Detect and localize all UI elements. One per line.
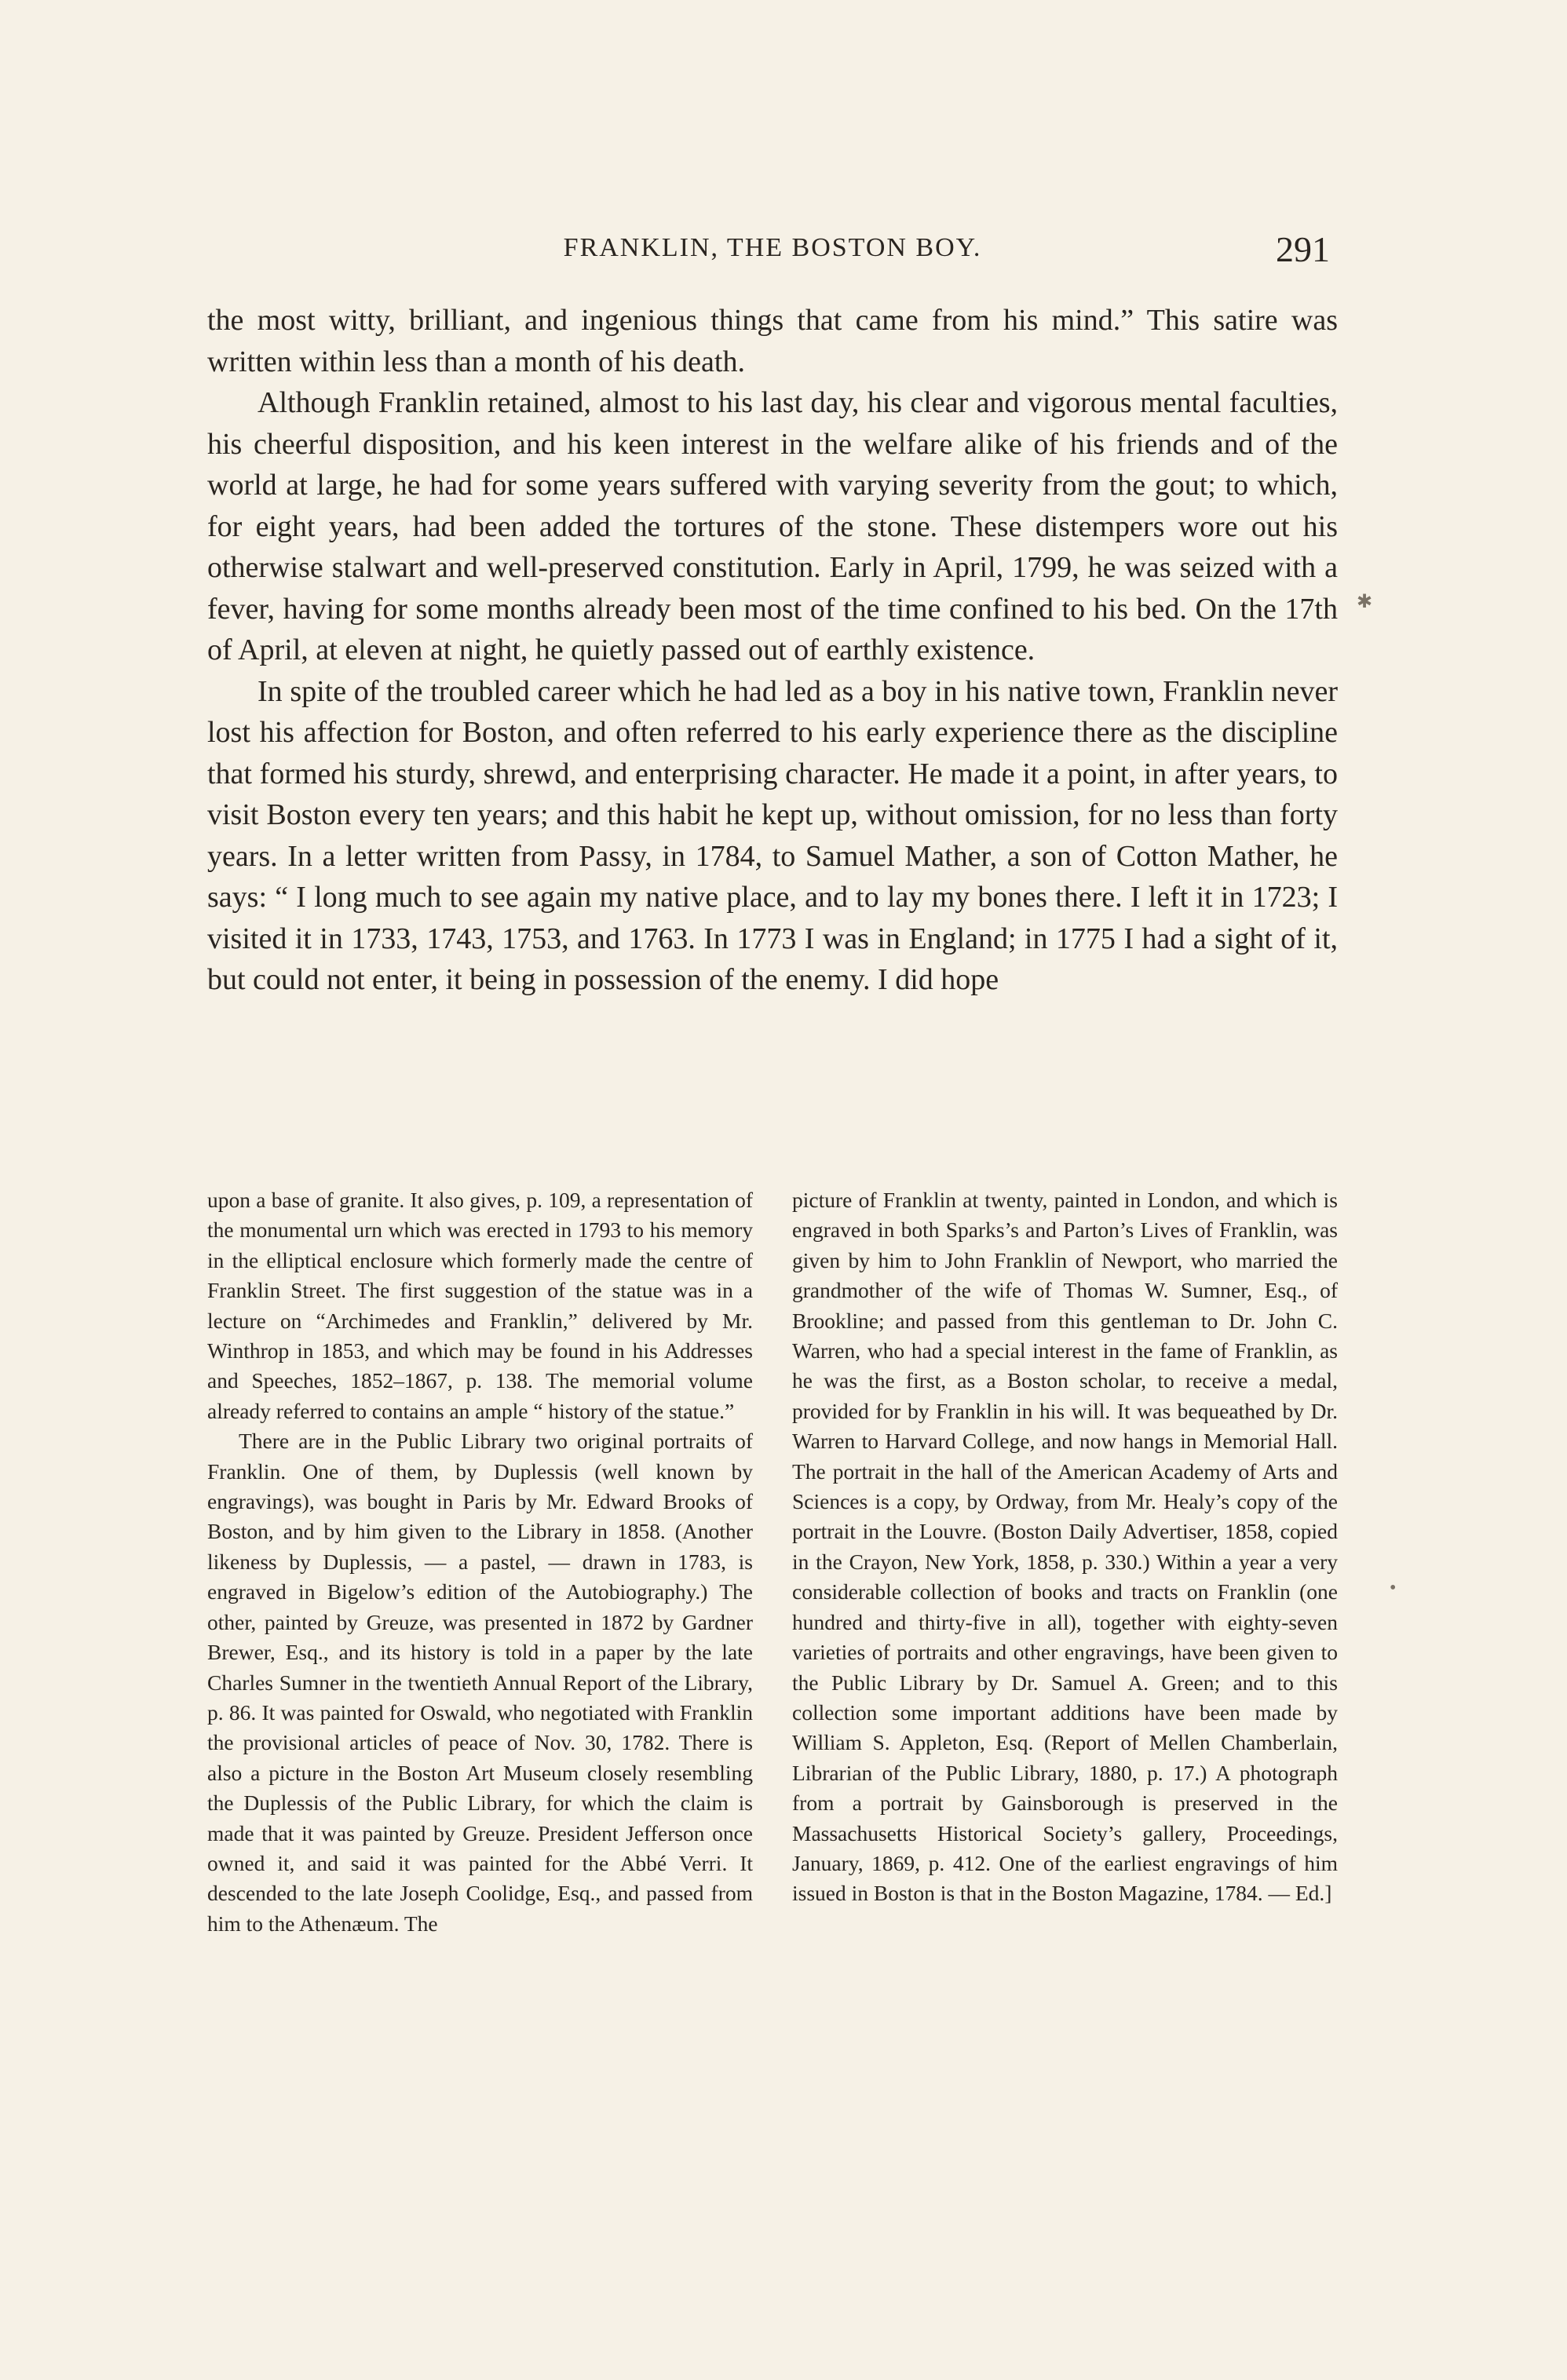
paragraph: Although Franklin retained, almost to his last day, his clear and vigorous mental faculties, his cheerful disposition, and his keen interest in the welfare alike of his friends and of the world at large, he had for some years suffered with varying severity from the gout; to which, for eight years, had been added the tortures of the stone. These distempers wore out his otherwise stalwart and well-preserved constitution. Early in April, 1799, he was seized with a fever, having for some months already been most of the time confined to his bed. On the 17th of April, at eleven at night, he quietly passed out of earthly existence. xyxy=(207,386,1338,666)
margin-mark: • xyxy=(1390,1578,1397,1598)
footnote-column-left xyxy=(207,1185,753,2237)
page-number: 291 xyxy=(1276,229,1330,269)
footnote-paragraph: There are in the Public Library two original portraits of Franklin. One of them, by Duplessis (well known by engravings), was bought in Paris by Mr. Edward Brooks of Boston, and by him given to the Library in 1858. (Another likeness by Duplessis, — a pastel, — drawn in 1783, is engraved in Bigelow’s edition of the Autobiography.) The other, painted by Greuze, was presented in 1872 by Gardner Brewer, Esq., and its history is told in a paper by the late Charles Sumner in the twentieth Annual Report of the Library, p. 86. It was painted for Oswald, who negotiated with Franklin the provisional articles of peace of Nov. 30, 1782. There is also a picture in the Boston Art Museum closely resembling the Duplessis of the Public Library, for which the claim is made that it was painted by Greuze. President Jefferson once owned it, and said it was painted for the Abbé Verri. It descended to the late Joseph Coolidge, Esq., and passed from him to the Athenæum. The xyxy=(207,1429,753,1936)
paragraph: the most witty, brilliant, and ingenious things that came from his mind.” This satire was written within less than a month of his death. xyxy=(207,304,1338,378)
paragraph: In spite of the troubled career which he had led as a boy in his native town, Franklin never lost his affection for Boston, and often referred to his early experience there as the discipline that formed his sturdy, shrewd, and enterprising character. He made it a point, in after years, to visit Boston every ten years; and this habit he kept up, without omission, for no less than forty years. In a letter written from Passy, in 1784, to Samuel Mather, a son of Cotton Mather, he says: “ I long much to see again my native place, and to lay my bones there. I left it in 1723; I visited it in 1733, 1743, 1753, and 1763. In 1773 I was in England; in 1775 I had a sight of it, but could not enter, it being in possession of the enemy. I did hope xyxy=(207,674,1338,996)
margin-mark: ✱ xyxy=(1357,592,1373,612)
footnote-column-right xyxy=(792,1185,1338,2237)
footnote-paragraph: upon a base of granite. It also gives, p. 109, a representation of the monumental urn which was erected in 1793 to his memory in the elliptical enclosure which formerly made the centre of Franklin Street. The first suggestion of the statue was in a lecture on “Archimedes and Franklin,” delivered by Mr. Winthrop in 1853, and which may be found in his Addresses and Speeches, 1852–1867, p. 138. The memorial volume already referred to contains an ample “ history of the statue.” xyxy=(207,1188,753,1423)
footnote-paragraph: picture of Franklin at twenty, painted in London, and which is engraved in both Sparks’s and Parton’s Lives of Franklin, was given by him to John Franklin of Newport, who married the grandmother of the wife of Thomas W. Sumner, Esq., of Brookline; and passed from this gentleman to Dr. John C. Warren, who had a special interest in the fame of Franklin, as he was the first, as a Boston scholar, to receive a medal, provided for by Franklin in his will. It was bequeathed by Dr. Warren to Harvard College, and now hangs in Memorial Hall. The portrait in the hall of the American Academy of Arts and Sciences is a copy, by Ordway, from Mr. Healy’s copy of the portrait in the Louvre. (Boston Daily Advertiser, 1858, copied in the Crayon, New York, 1858, p. 330.) Within a year a very considerable collection of books and tracts on Franklin (one hundred and thirty-five in all), together with eighty-seven varieties of portraits and other engravings, have been given to the Public Library by Dr. Samuel A. Green; and to this collection some important additions have been made by William S. Appleton, Esq. (Report of Mellen Chamberlain, Librarian of the Public Library, 1880, p. 17.) A photograph from a portrait by Gainsborough is preserved in the Massachusetts Historical Society’s gallery, Proceedings, January, 1869, p. 412. One of the earliest engravings of him issued in Boston is that in the Boston Magazine, 1784. — Ed.] xyxy=(792,1188,1338,1906)
footnotes xyxy=(207,1185,1338,2237)
main-text xyxy=(207,300,1338,1001)
running-title: FRANKLIN, THE BOSTON BOY. xyxy=(563,233,982,262)
running-head xyxy=(207,224,1338,272)
